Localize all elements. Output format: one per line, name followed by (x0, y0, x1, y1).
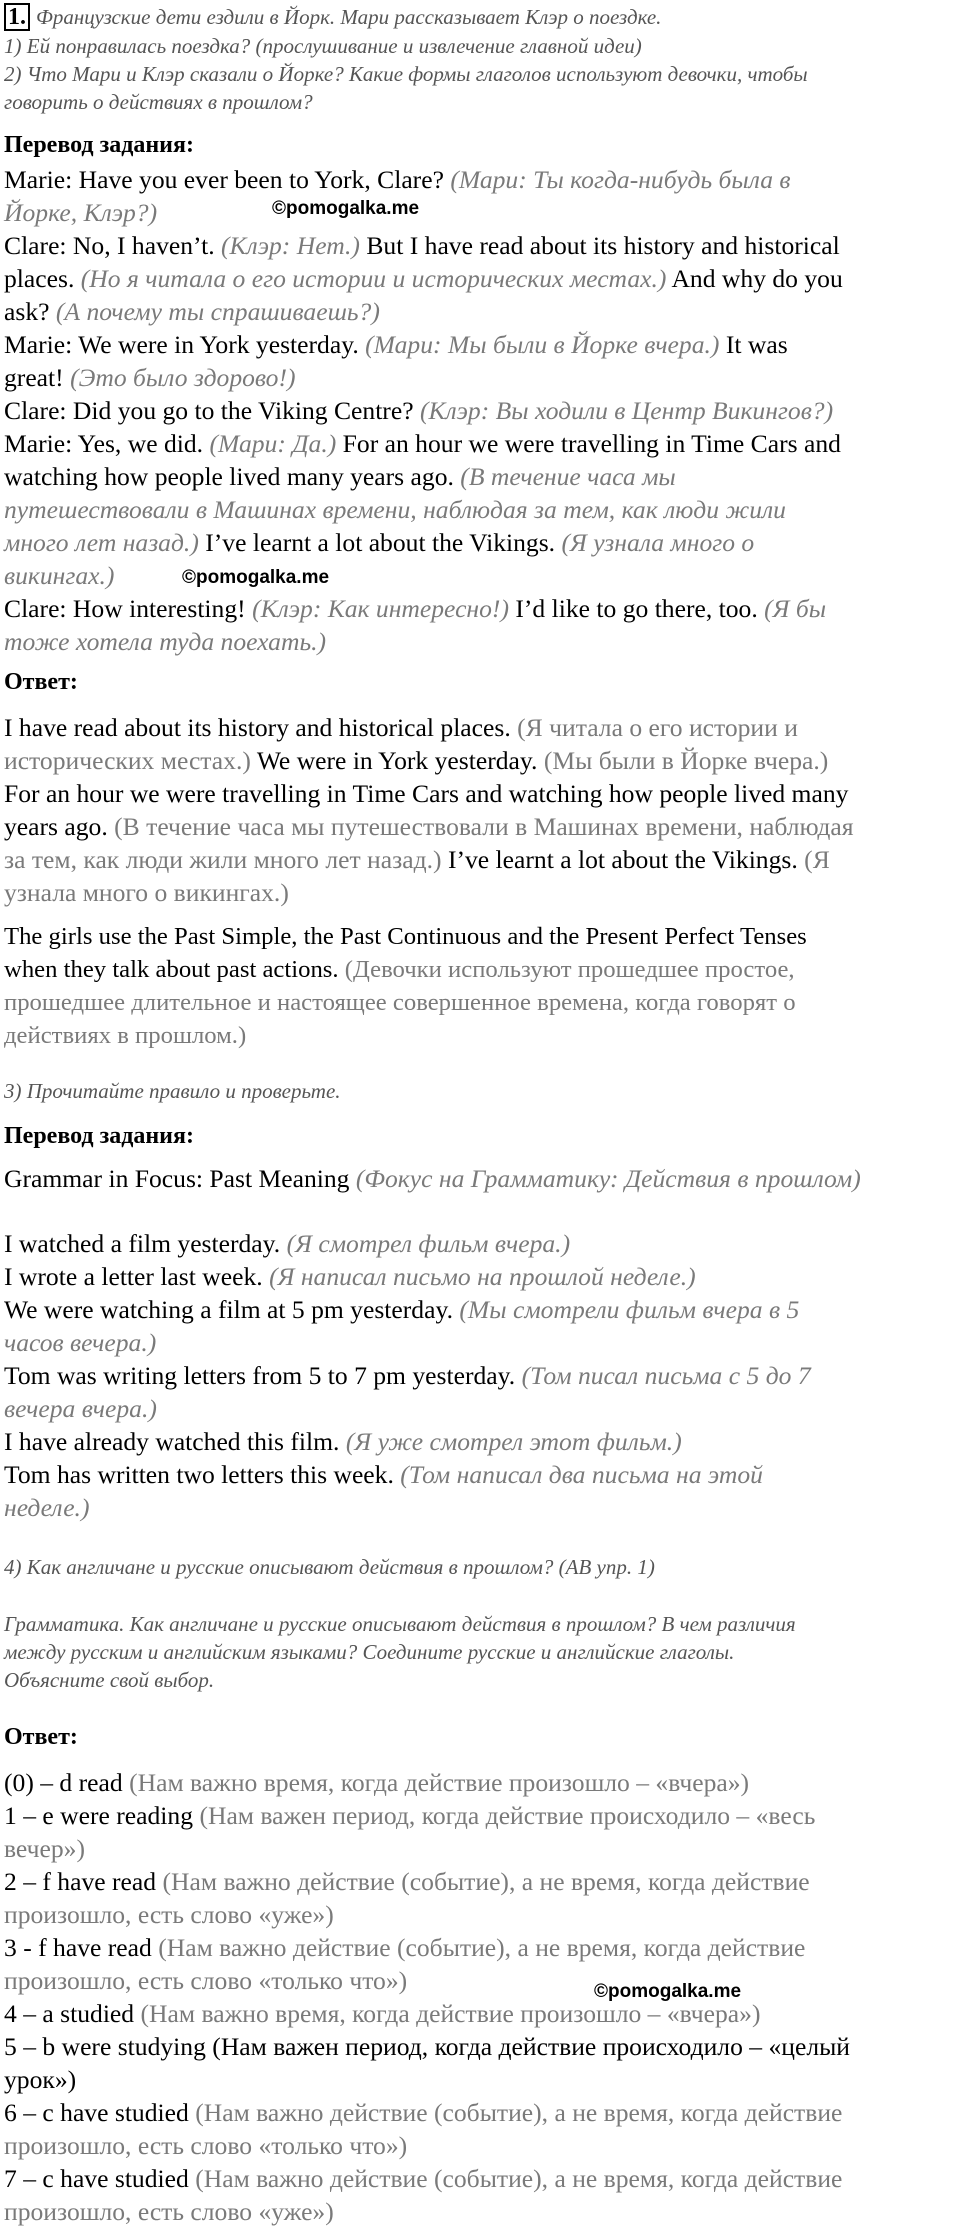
task-q4-description: Грамматика. Как англичане и русские описывают действия в прошлом? В чем различия между русским и английским языками? Соедините русские и английские глаголы. Объясните свой выбор. (4, 1612, 796, 1692)
example-translation: (Мы смотрели фильм вчера в 5 часов вечера.) (4, 1295, 800, 1357)
dialogue-line: I’d like to go there, too. (515, 594, 758, 623)
example-sentence: Tom was writing letters from 5 to 7 pm yesterday. (4, 1361, 516, 1390)
match-explanation: (Нам важно время, когда действие произошло – «вчера») (129, 1768, 750, 1797)
grammar-title-text: Grammar in Focus: Past Meaning (4, 1164, 350, 1193)
example-sentence: I wrote a letter last week. (4, 1262, 263, 1291)
example-sentence: I have already watched this film. (4, 1427, 340, 1456)
watermark: ©pomogalka.me (182, 567, 330, 588)
dialogue-translation-text: (Но я читала о его истории и исторических местах.) (80, 264, 667, 293)
watermark: ©pomogalka.me (272, 198, 420, 219)
task-q4: 4) Как англичане и русские описывают действия в прошлом? (AB упр. 1) (4, 1555, 655, 1579)
dialogue-translation-text: (Клэр: Как интересно!) (252, 594, 509, 623)
match-explanation: (Нам важно время, когда действие произошло – «вчера») (140, 1999, 761, 2028)
translation-heading-2: Перевод задания: (4, 1123, 194, 1149)
match-key: 3 - f have read (4, 1933, 152, 1962)
dialogue-translation-text: (Я бы тоже хотела туда поехать.) (4, 594, 827, 656)
answer-heading-1: Ответ: (4, 669, 78, 695)
dialogue-translation-text: (Мари: Да.) (209, 429, 337, 458)
grammar-title (4, 1162, 956, 1195)
match-key: (0) – d read (4, 1768, 123, 1797)
match-explanation: (Нам важно действие (событие), а не время, когда действие произошло, есть слово «уже») (4, 1867, 810, 1929)
match-key: 2 – f have read (4, 1867, 157, 1896)
example-translation: (Том написал два письма на этой неделе.) (4, 1460, 763, 1522)
example-sentence: Tom has written two letters this week. (4, 1460, 394, 1489)
dialogue-line: Marie: Yes, we did. (4, 429, 204, 458)
match-explanation: (Нам важно действие (событие), а не время, когда действие произошло, есть слово «уже») (4, 2164, 843, 2226)
match-key: 4 – a studied (4, 1999, 135, 2028)
answer-text: We were in York yesterday. (256, 746, 538, 775)
dialogue-line: But I have read about its history and historical places. (4, 231, 840, 293)
match-explanation: (Нам важно действие (событие), а не время, когда действие произошло, есть слово «только что») (4, 2098, 843, 2160)
example-sentence: I watched a film yesterday. (4, 1229, 281, 1258)
answer-text: I have read about its history and historical places. (4, 713, 511, 742)
match-key: 7 – c have studied (4, 2164, 189, 2193)
dialogue-translation-text: (Мари: Мы были в Йорке вчера.) (365, 330, 720, 359)
matching-answers (4, 1766, 956, 2228)
dialogue-translation-text: (Я узнала много о викингах.) (4, 528, 755, 590)
answer-1 (4, 711, 956, 909)
answer-text: I’ve learnt a lot about the Vikings. (447, 845, 798, 874)
task-intro (4, 3, 956, 31)
example-translation: (Я написал письмо на прошлой неделе.) (269, 1262, 696, 1291)
example-translation: (Я смотрел фильм вчера.) (286, 1229, 571, 1258)
task-q3: 3) Прочитайте правило и проверьте. (4, 1079, 341, 1103)
answer-translation: (Я узнала много о викингах.) (4, 845, 830, 907)
dialogue-line: Marie: Have you ever been to York, Clare? (4, 165, 444, 194)
dialogue-line: For an hour we were travelling in Time Cars and watching how people lived many years ago. (4, 429, 841, 491)
task-intro-text: Французские дети ездили в Йорк. Мари рассказывает Клэр о поездке. (36, 5, 662, 29)
dialogue-line: Marie: We were in York yesterday. (4, 330, 359, 359)
dialogue-translation-text: (Мари: Ты когда-нибудь была в Йорке, Клэр?) (4, 165, 791, 227)
task-q2-line1: 2) Что Мари и Клэр сказали о Йорке? Какие формы глаголов используют девочки, чтобы (4, 62, 808, 86)
answer-translation: (В течение часа мы путешествовали в Машинах времени, наблюдая за тем, как люди жили много лет назад.) (4, 812, 854, 874)
dialogue-translation-text: (Клэр: Нет.) (221, 231, 360, 260)
dialogue-translation (4, 163, 956, 658)
example-translation: (Том писал письма с 5 до 7 вечера вчера.) (4, 1361, 811, 1423)
match-key: 1 – e were reading (4, 1801, 194, 1830)
dialogue-translation-text: (Это было здорово!) (70, 363, 296, 392)
dialogue-line: And why do you ask? (4, 264, 843, 326)
grammar-title-translation: (Фокус на Грамматику: Действия в прошлом) (355, 1164, 861, 1193)
watermark: ©pomogalka.me (594, 1981, 742, 2002)
task-q2-line2: говорить о действиях в прошлом? (4, 90, 313, 114)
match-explanation: (Нам важен период, когда действие происходило – «весь вечер») (4, 1801, 816, 1863)
answer-text: For an hour we were travelling in Time Cars and watching how people lived many years ago. (4, 779, 849, 841)
match-key: 5 – b were studying (4, 2032, 206, 2061)
dialogue-line: It was great! (4, 330, 788, 392)
task-number: 1. (4, 3, 30, 31)
task-q1: 1) Ей понравилась поездка? (прослушивание и извлечение главной идеи) (4, 34, 642, 58)
dialogue-line: Clare: Did you go to the Viking Centre? (4, 396, 414, 425)
dialogue-line: Clare: No, I haven’t. (4, 231, 215, 260)
match-explanation: (Нам важно действие (событие), а не время, когда действие произошло, есть слово «только что») (4, 1933, 806, 1995)
answer-translation: (Я читала о его истории и исторических местах.) (4, 713, 798, 775)
grammar-examples (4, 1227, 956, 1524)
dialogue-translation-text: (А почему ты спрашиваешь?) (55, 297, 380, 326)
translation-heading-1: Перевод задания: (4, 132, 194, 158)
answer-heading-2: Ответ: (4, 1724, 78, 1750)
example-translation: (Я уже смотрел этот фильм.) (345, 1427, 682, 1456)
answer-translation: (Девочки используют прошедшее простое, прошедшее длительное и настоящее совершенное времена, когда говорят о действиях в прошлом.) (4, 956, 796, 1049)
dialogue-line: Clare: How interesting! (4, 594, 246, 623)
match-explanation: (Нам важен период, когда действие происходило – «целый урок») (4, 2032, 850, 2094)
dialogue-translation-text: (Клэр: Вы ходили в Центр Викингов?) (419, 396, 834, 425)
dialogue-line: I’ve learnt a lot about the Vikings. (205, 528, 556, 557)
dialogue-translation-text: (В течение часа мы путешествовали в Машинах времени, наблюдая за тем, как люди жили много лет назад.) (4, 462, 786, 557)
answer-text: The girls use the Past Simple, the Past Continuous and the Present Perfect Tenses when they talk about past actions. (4, 923, 807, 983)
answer-2 (4, 920, 956, 1052)
answer-translation: (Мы были в Йорке вчера.) (543, 746, 829, 775)
match-key: 6 – c have studied (4, 2098, 189, 2127)
example-sentence: We were watching a film at 5 pm yesterday. (4, 1295, 453, 1324)
